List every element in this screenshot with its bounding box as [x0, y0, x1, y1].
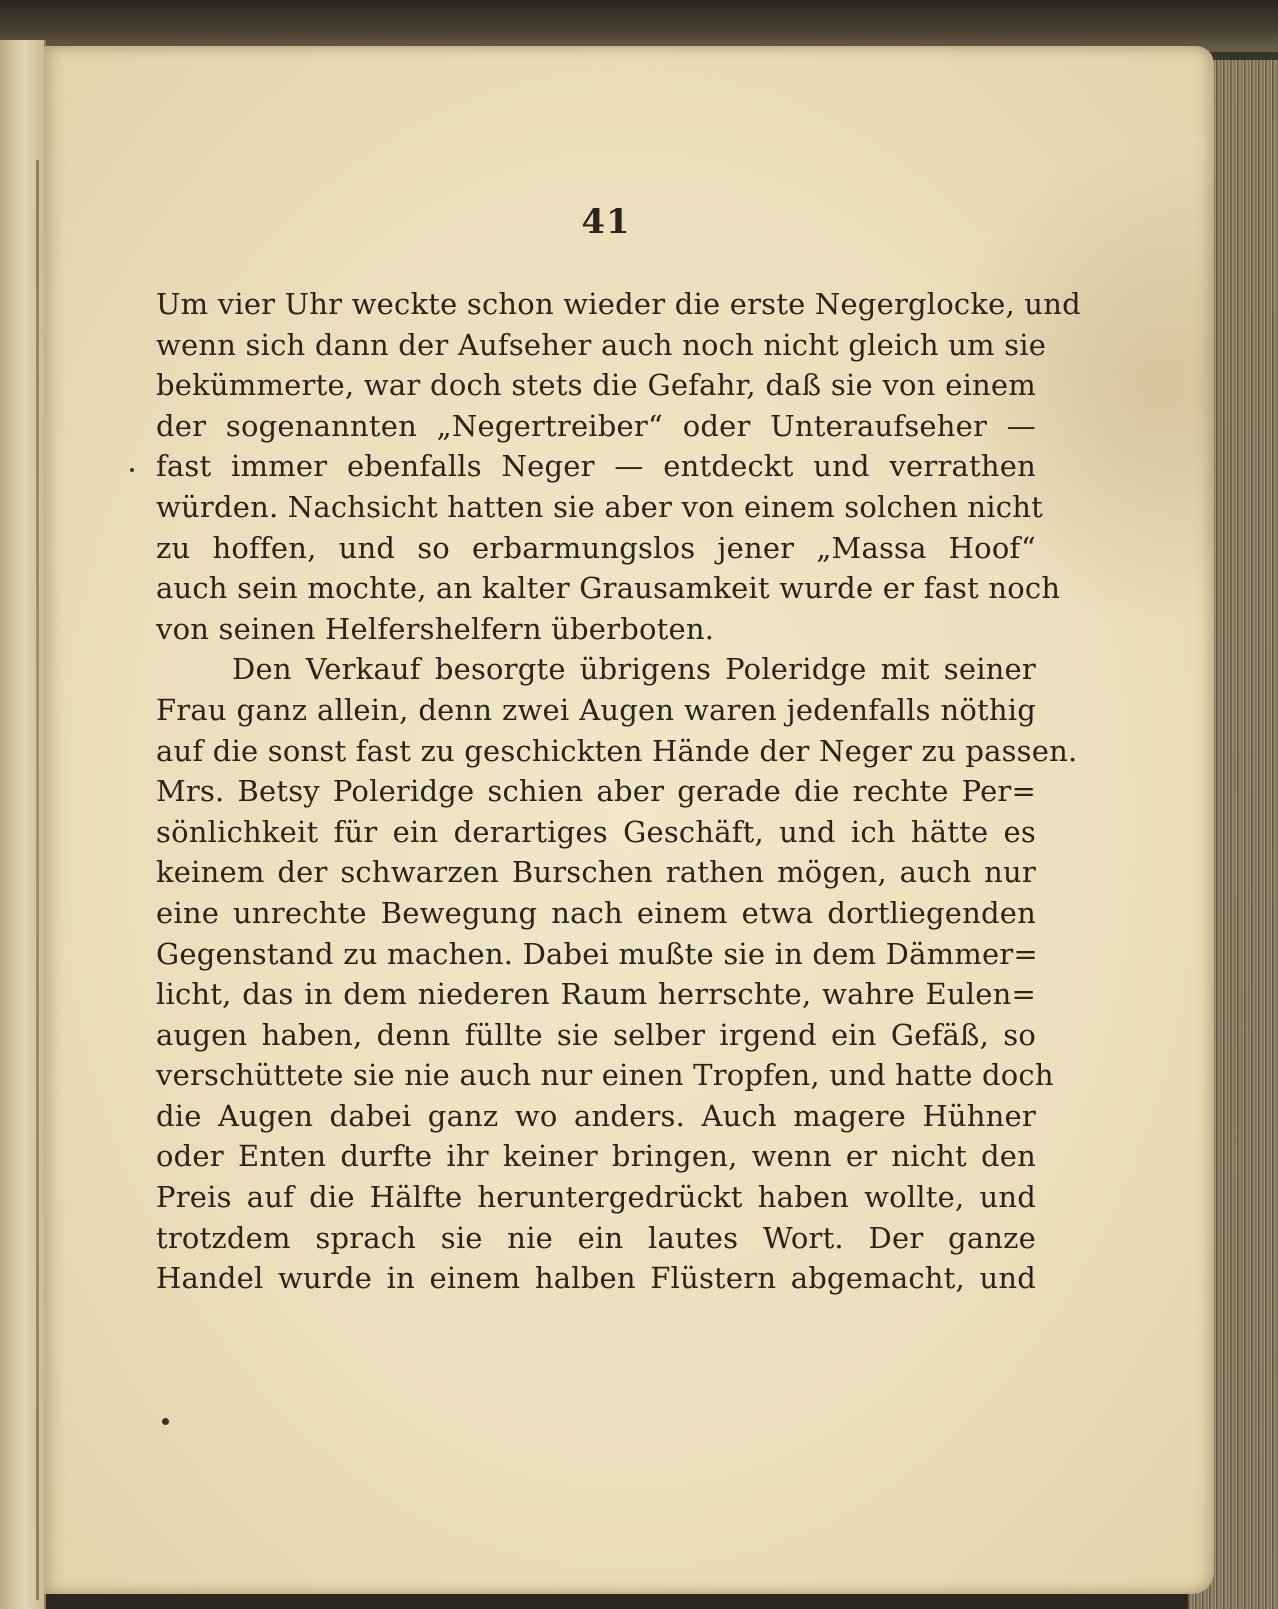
gutter-line	[36, 160, 39, 1600]
page-body-text	[156, 284, 1081, 1299]
text-line: die Augen dabei ganz wo anders. Auch magere Hühner	[156, 1098, 1036, 1133]
book-binding-top	[0, 0, 1278, 52]
text-line: Gegenstand zu machen. Dabei mußte sie in dem Dämmer=	[156, 936, 1038, 971]
text-line: der sogenannten „Negertreiber“ oder Unteraufseher —	[156, 408, 1036, 443]
text-line: Mrs. Betsy Poleridge schien aber gerade die rechte Per=	[156, 774, 1036, 809]
text-line: fast immer ebenfalls Neger — entdeckt und verrathen	[156, 449, 1036, 484]
book-page	[44, 46, 1214, 1594]
text-line: augen haben, denn füllte sie selber irgend ein Gefäß, so	[156, 1017, 1036, 1052]
text-line: wenn sich dann der Aufseher auch noch nicht gleich um sie	[156, 327, 1047, 362]
text-line: keinem der schwarzen Burschen rathen mögen, auch nur	[156, 855, 1036, 890]
text-line: oder Enten durfte ihr keiner bringen, wenn er nicht den	[156, 1139, 1036, 1174]
text-line: würden. Nachsicht hatten sie aber von einem solchen nicht	[156, 489, 1043, 524]
text-line: verschüttete sie nie auch nur einen Tropfen, und hatte doch	[156, 1058, 1054, 1093]
text-line: licht, das in dem niederen Raum herrschte, wahre Eulen=	[156, 977, 1036, 1012]
previous-page-edge	[0, 40, 46, 1609]
paper-speck	[130, 468, 134, 472]
text-line: Preis auf die Hälfte heruntergedrückt haben wollte, und	[156, 1180, 1036, 1215]
text-line: Um vier Uhr weckte schon wieder die erste Negerglocke, und	[156, 287, 1081, 321]
text-line: sönlichkeit für ein derartiges Geschäft, und ich hätte es	[156, 814, 1036, 849]
text-line: auch sein mochte, an kalter Grausamkeit wurde er fast noch	[156, 571, 1061, 606]
text-line: zu hoffen, und so erbarmungslos jener „Massa Hoof“	[156, 530, 1036, 565]
text-line: Handel wurde in einem halben Flüstern abgemacht, und	[156, 1261, 1036, 1296]
text-line: Frau ganz allein, denn zwei Augen waren jedenfalls nöthig	[156, 692, 1036, 727]
page-number: 41	[581, 202, 631, 242]
text-line: trotzdem sprach sie nie ein lautes Wort. Der ganze	[156, 1220, 1036, 1255]
text-line: eine unrechte Bewegung nach einem etwa dortliegenden	[156, 895, 1036, 930]
paper-speck	[162, 1418, 169, 1425]
paragraph-end-line: von seinen Helfershelfern überboten.	[156, 611, 715, 646]
text-line: bekümmerte, war doch stets die Gefahr, daß sie von einem	[156, 368, 1036, 403]
text-line: auf die sonst fast zu geschickten Hände der Neger zu passen.	[156, 733, 1078, 768]
paragraph-start-line: Den Verkauf besorgte übrigens Poleridge mit seiner	[232, 652, 1036, 687]
